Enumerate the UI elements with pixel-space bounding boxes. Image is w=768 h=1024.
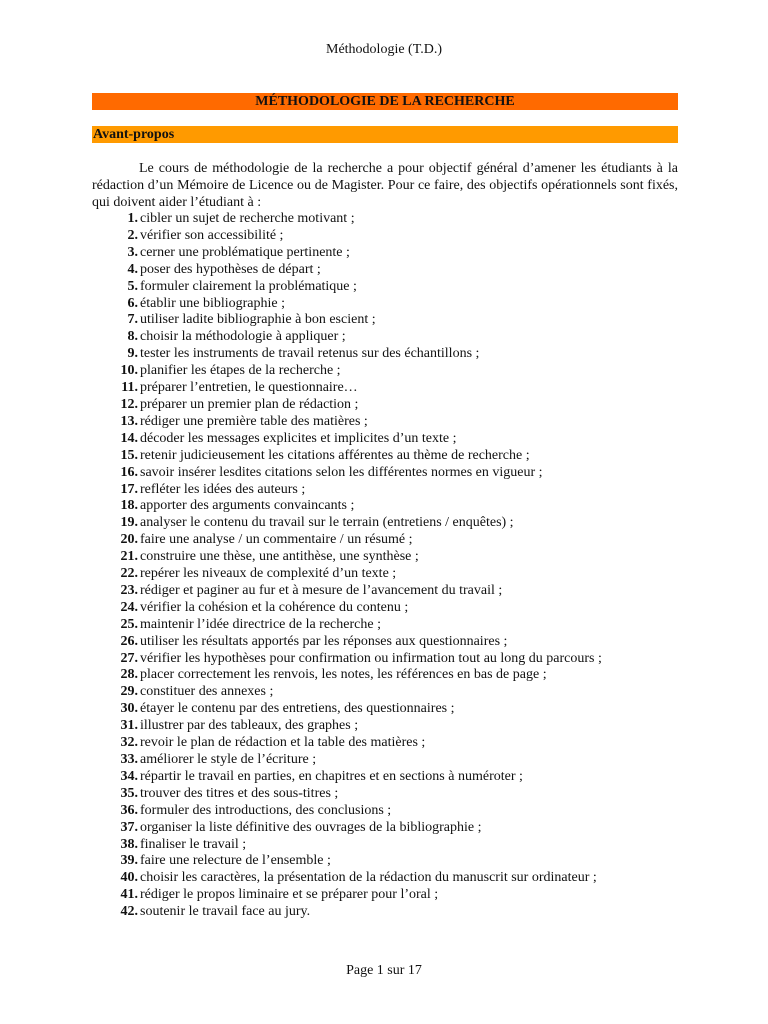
list-item-number: 3.: [127, 244, 138, 260]
list-item-number: 6.: [127, 295, 138, 311]
list-item: [92, 820, 678, 837]
list-item: [92, 718, 678, 735]
list-item-number: 7.: [127, 312, 138, 328]
page-header: Méthodologie (T.D.): [326, 42, 442, 57]
list-item-number: 2.: [127, 227, 138, 243]
list-item-text: vérifier la cohésion et la cohérence du contenu ;: [140, 599, 409, 615]
intro-paragraph: Le cours de méthodologie de la recherche a pour objectif général d’amener les étudiants à la rédaction d’un Mémoire de Licence ou de Magister. Pour ce faire, des objectifs opérationnels sont fixés, qui doivent aider l’étudiant à :: [92, 161, 678, 210]
list-item-text: préparer un premier plan de rédaction ;: [140, 396, 359, 412]
list-item-text: refléter les idées des auteurs ;: [140, 481, 306, 497]
list-item-number: 26.: [120, 633, 138, 649]
list-item-number: 30.: [120, 701, 138, 717]
section-heading: Avant-propos: [93, 127, 175, 142]
list-item: [92, 634, 678, 651]
list-item-number: 16.: [120, 464, 138, 480]
list-item: [92, 786, 678, 803]
list-item-number: 38.: [120, 836, 138, 852]
list-item: [92, 769, 678, 786]
list-item: [92, 549, 678, 566]
list-item: [92, 431, 678, 448]
list-item-text: formuler des introductions, des conclusions ;: [140, 802, 392, 818]
list-item: [92, 515, 678, 532]
list-item: [92, 667, 678, 684]
list-item-text: revoir le plan de rédaction et la table des matières ;: [140, 735, 426, 751]
list-item: [92, 837, 678, 854]
list-item-text: placer correctement les renvois, les notes, les références en bas de page ;: [140, 667, 547, 683]
list-item-number: 14.: [120, 430, 138, 446]
list-item-text: organiser la liste définitive des ouvrages de la bibliographie ;: [140, 819, 482, 835]
list-item: [92, 363, 678, 380]
section-heading-bar: [92, 126, 678, 143]
list-item-text: cibler un sujet de recherche motivant ;: [140, 211, 355, 226]
list-item: [92, 498, 678, 515]
list-item: [92, 346, 678, 363]
list-item: [92, 380, 678, 397]
list-item: [92, 853, 678, 870]
list-item-text: trouver des titres et des sous-titres ;: [140, 785, 339, 801]
list-item-number: 40.: [120, 870, 138, 886]
list-item: [92, 887, 678, 904]
list-item-text: retenir judicieusement les citations afférentes au thème de recherche ;: [140, 447, 530, 463]
list-item-number: 25.: [120, 616, 138, 632]
list-item: [92, 312, 678, 329]
list-item-text: maintenir l’idée directrice de la recherche ;: [140, 616, 381, 632]
document-title: MÉTHODOLOGIE DE LA RECHERCHE: [92, 93, 678, 110]
list-item-number: 31.: [120, 718, 138, 734]
list-item: [92, 904, 678, 921]
list-item: [92, 532, 678, 549]
list-item: [92, 329, 678, 346]
list-item-number: 19.: [120, 515, 138, 531]
list-item: [92, 228, 678, 245]
list-item: [92, 465, 678, 482]
list-item: [92, 245, 678, 262]
page-footer: Page 1 sur 17: [346, 963, 422, 978]
list-item-text: faire une analyse / un commentaire / un résumé ;: [140, 532, 413, 548]
list-item-text: savoir insérer lesdites citations selon les différentes normes en vigueur ;: [140, 464, 543, 480]
list-item-text: choisir la méthodologie à appliquer ;: [140, 329, 346, 345]
list-item-text: répartir le travail en parties, en chapitres et en sections à numéroter ;: [140, 768, 523, 784]
list-item-text: tester les instruments de travail retenus sur des échantillons ;: [140, 346, 480, 362]
list-item-text: décoder les messages explicites et implicites d’un texte ;: [140, 430, 457, 446]
list-item-text: formuler clairement la problématique ;: [140, 278, 357, 294]
list-item-text: utiliser les résultats apportés par les réponses aux questionnaires ;: [140, 633, 508, 649]
list-item-text: constituer des annexes ;: [140, 684, 274, 700]
list-item: [92, 701, 678, 718]
list-item-number: 18.: [120, 498, 138, 514]
list-item: [92, 482, 678, 499]
list-item-number: 21.: [120, 549, 138, 565]
list-item-text: rédiger une première table des matières ;: [140, 413, 368, 429]
list-item-text: préparer l’entretien, le questionnaire…: [140, 380, 358, 396]
list-item-number: 17.: [120, 481, 138, 497]
list-item-number: 9.: [127, 346, 138, 362]
list-item-text: améliorer le style de l’écriture ;: [140, 752, 317, 767]
list-item-number: 34.: [120, 768, 138, 784]
objectives-list: [92, 211, 678, 921]
list-item: [92, 566, 678, 583]
list-item-text: apporter des arguments convaincants ;: [140, 498, 355, 514]
list-item-number: 24.: [120, 599, 138, 615]
list-item-text: analyser le contenu du travail sur le terrain (entretiens / enquêtes) ;: [140, 515, 514, 531]
list-item: [92, 397, 678, 414]
list-item: [92, 583, 678, 600]
list-item-number: 42.: [120, 904, 138, 920]
list-item-number: 41.: [120, 887, 138, 903]
list-item-number: 28.: [120, 667, 138, 683]
list-item: [92, 752, 678, 769]
list-item-number: 1.: [127, 211, 138, 226]
list-item-number: 22.: [120, 566, 138, 582]
list-item: [92, 414, 678, 431]
list-item: [92, 262, 678, 279]
list-item-number: 5.: [127, 278, 138, 294]
list-item-number: 39.: [120, 853, 138, 869]
list-item-text: planifier les étapes de la recherche ;: [140, 363, 341, 379]
list-item-number: 20.: [120, 532, 138, 548]
list-item-text: étayer le contenu par des entretiens, des questionnaires ;: [140, 701, 455, 717]
list-item: [92, 803, 678, 820]
list-item-text: faire une relecture de l’ensemble ;: [140, 853, 331, 869]
list-item-number: 4.: [127, 261, 138, 277]
list-item-text: utiliser ladite bibliographie à bon escient ;: [140, 312, 376, 328]
list-item-text: cerner une problématique pertinente ;: [140, 244, 350, 260]
list-item-text: rédiger et paginer au fur et à mesure de l’avancement du travail ;: [140, 582, 503, 598]
list-item-number: 32.: [120, 735, 138, 751]
list-item-text: poser des hypothèses de départ ;: [140, 261, 321, 277]
list-item-number: 33.: [120, 752, 138, 767]
list-item-text: construire une thèse, une antithèse, une synthèse ;: [140, 549, 419, 565]
list-item: [92, 296, 678, 313]
list-item-number: 15.: [120, 447, 138, 463]
list-item: [92, 735, 678, 752]
list-item-number: 8.: [127, 329, 138, 345]
list-item-text: vérifier les hypothèses pour confirmation ou infirmation tout au long du parcours ;: [140, 650, 602, 666]
list-item: [92, 617, 678, 634]
list-item-number: 36.: [120, 802, 138, 818]
list-item-text: illustrer par des tableaux, des graphes ;: [140, 718, 359, 734]
list-item-text: soutenir le travail face au jury.: [140, 904, 311, 920]
list-item-number: 11.: [121, 380, 138, 396]
list-item-number: 27.: [120, 650, 138, 666]
list-item: [92, 684, 678, 701]
list-item-number: 29.: [120, 684, 138, 700]
list-item: [92, 600, 678, 617]
list-item-text: finaliser le travail ;: [140, 836, 247, 852]
list-item-number: 13.: [120, 413, 138, 429]
list-item-text: rédiger le propos liminaire et se préparer pour l’oral ;: [140, 887, 439, 903]
list-item-number: 37.: [120, 819, 138, 835]
list-item: [92, 448, 678, 465]
list-item-text: vérifier son accessibilité ;: [140, 227, 284, 243]
list-item-number: 35.: [120, 785, 138, 801]
list-item: [92, 211, 678, 228]
list-item-number: 12.: [120, 396, 138, 412]
list-item-number: 23.: [120, 582, 138, 598]
list-item-number: 10.: [120, 363, 138, 379]
list-item: [92, 651, 678, 668]
list-item: [92, 279, 678, 296]
list-item-text: choisir les caractères, la présentation de la rédaction du manuscrit sur ordinateur ;: [140, 870, 597, 886]
list-item-text: repérer les niveaux de complexité d’un texte ;: [140, 566, 397, 582]
list-item: [92, 870, 678, 887]
list-item-text: établir une bibliographie ;: [140, 295, 286, 311]
